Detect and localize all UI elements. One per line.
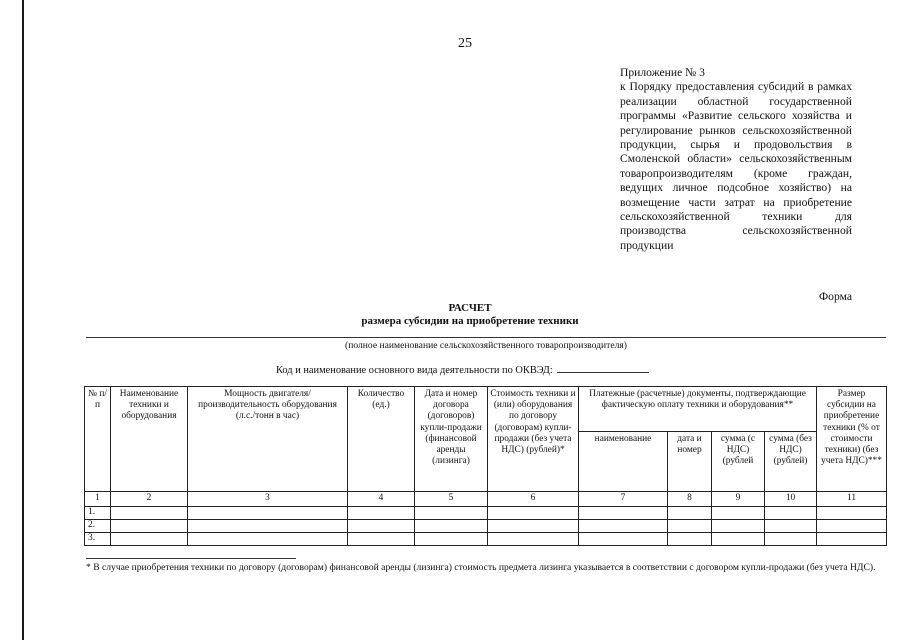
- table-cell: [668, 507, 712, 520]
- header-pay-sum-novat: сумма (без НДС) (рублей): [765, 432, 817, 492]
- column-number: 2: [111, 492, 188, 507]
- page-margin-line: [22, 0, 24, 640]
- table-cell: [188, 507, 348, 520]
- table-cell: [488, 533, 579, 546]
- table-cell: [712, 533, 765, 546]
- column-number: 6: [488, 492, 579, 507]
- header-subsidy: Размер субсидии на приобретение техники (% от стоимости техники) (без учета НДС)***: [817, 387, 887, 492]
- table-cell: [817, 520, 887, 533]
- org-name-line: [86, 337, 886, 338]
- table-cell: [765, 533, 817, 546]
- header-power: Мощность двигателя/производительность оборудования (л.с./тонн в час): [188, 387, 348, 492]
- table-cell: [348, 520, 415, 533]
- table-row: [85, 507, 887, 520]
- table-cell: [188, 533, 348, 546]
- table-cell: [817, 507, 887, 520]
- column-number: 7: [579, 492, 668, 507]
- org-name-caption: (полное наименование сельскохозяйственного товаропроизводителя): [345, 340, 627, 351]
- table-cell: [111, 507, 188, 520]
- column-number: 9: [712, 492, 765, 507]
- table-cell: [668, 533, 712, 546]
- table-cell: [579, 520, 668, 533]
- table-cell: [415, 520, 488, 533]
- column-number: 8: [668, 492, 712, 507]
- table-cell: [188, 520, 348, 533]
- table-cell: [348, 533, 415, 546]
- appendix-body: к Порядку предоставления субсидий в рамках реализации областной государственной программы «Развитие сельского хозяйства и регулирование рынков сельскохозяйственной продукции, сырья и продовольствия в Смоленской области» сельскохозяйственным товаропроизводителям (кроме граждан, ведущих личное подсобное хозяйство) на возмещение части затрат на приобретение сельскохозяйственной техники для производства сельскохозяйственной продукции: [620, 80, 852, 252]
- appendix-block: [620, 66, 852, 253]
- document-title-line1: РАСЧЕТ: [448, 302, 492, 314]
- appendix-title: Приложение № 3: [620, 66, 705, 79]
- subsidy-calculation-table: [84, 386, 887, 546]
- column-number-row: [85, 492, 887, 507]
- table-cell: [765, 520, 817, 533]
- table-cell: [415, 507, 488, 520]
- table-cell: [712, 507, 765, 520]
- table-row: [85, 520, 887, 533]
- column-number: 4: [348, 492, 415, 507]
- page-number: 25: [458, 36, 472, 51]
- table-cell: [488, 507, 579, 520]
- okved-label: Код и наименование основного вида деятельности по ОКВЭД:: [276, 365, 553, 376]
- header-payment-group: Платежные (расчетные) документы, подтверждающие фактическую оплату техники и оборудования**: [579, 387, 817, 432]
- table-cell: [111, 520, 188, 533]
- footnote-separator: [86, 558, 296, 559]
- okved-blank-line: [557, 362, 649, 373]
- column-number: 5: [415, 492, 488, 507]
- header-row-1: [85, 387, 887, 432]
- table-cell: [111, 533, 188, 546]
- header-pay-sum-vat: сумма (с НДС) (рублей: [712, 432, 765, 492]
- table-cell: [712, 520, 765, 533]
- table-cell: [817, 533, 887, 546]
- table-cell: [415, 533, 488, 546]
- table-cell: [668, 520, 712, 533]
- column-number: 10: [765, 492, 817, 507]
- header-quantity: Количество (ед.): [348, 387, 415, 492]
- header-cost: Стоимость техники и (или) оборудования по договору (договорам) купли-продажи (без учета НДС) (рублей)*: [488, 387, 579, 492]
- okved-row: [276, 362, 649, 376]
- footnote: * В случае приобретения техники по договору (договорам) финансовой аренды (лизинга) стоимость предмета лизинга указывается в соответствии с договором купли-продажи (без учета НДС).: [86, 562, 876, 573]
- table-cell: [488, 520, 579, 533]
- document-title: [270, 302, 670, 328]
- column-number: 11: [817, 492, 887, 507]
- table-row: [85, 533, 887, 546]
- row-number: 3.: [85, 533, 111, 546]
- row-number: 1.: [85, 507, 111, 520]
- header-contract: Дата и номер договора (договоров) купли-продажи (финансовой аренды (лизинга): [415, 387, 488, 492]
- header-pay-name: наименование: [579, 432, 668, 492]
- form-label: Форма: [819, 290, 852, 303]
- column-number: 1: [85, 492, 111, 507]
- header-pay-date: дата и номер: [668, 432, 712, 492]
- table-cell: [765, 507, 817, 520]
- table-cell: [579, 507, 668, 520]
- document-title-line2: размера субсидии на приобретение техники: [361, 315, 579, 327]
- header-name: Наименование техники и оборудования: [111, 387, 188, 492]
- column-number: 3: [188, 492, 348, 507]
- table-cell: [579, 533, 668, 546]
- table-cell: [348, 507, 415, 520]
- row-number: 2.: [85, 520, 111, 533]
- header-num: № п/п: [85, 387, 111, 492]
